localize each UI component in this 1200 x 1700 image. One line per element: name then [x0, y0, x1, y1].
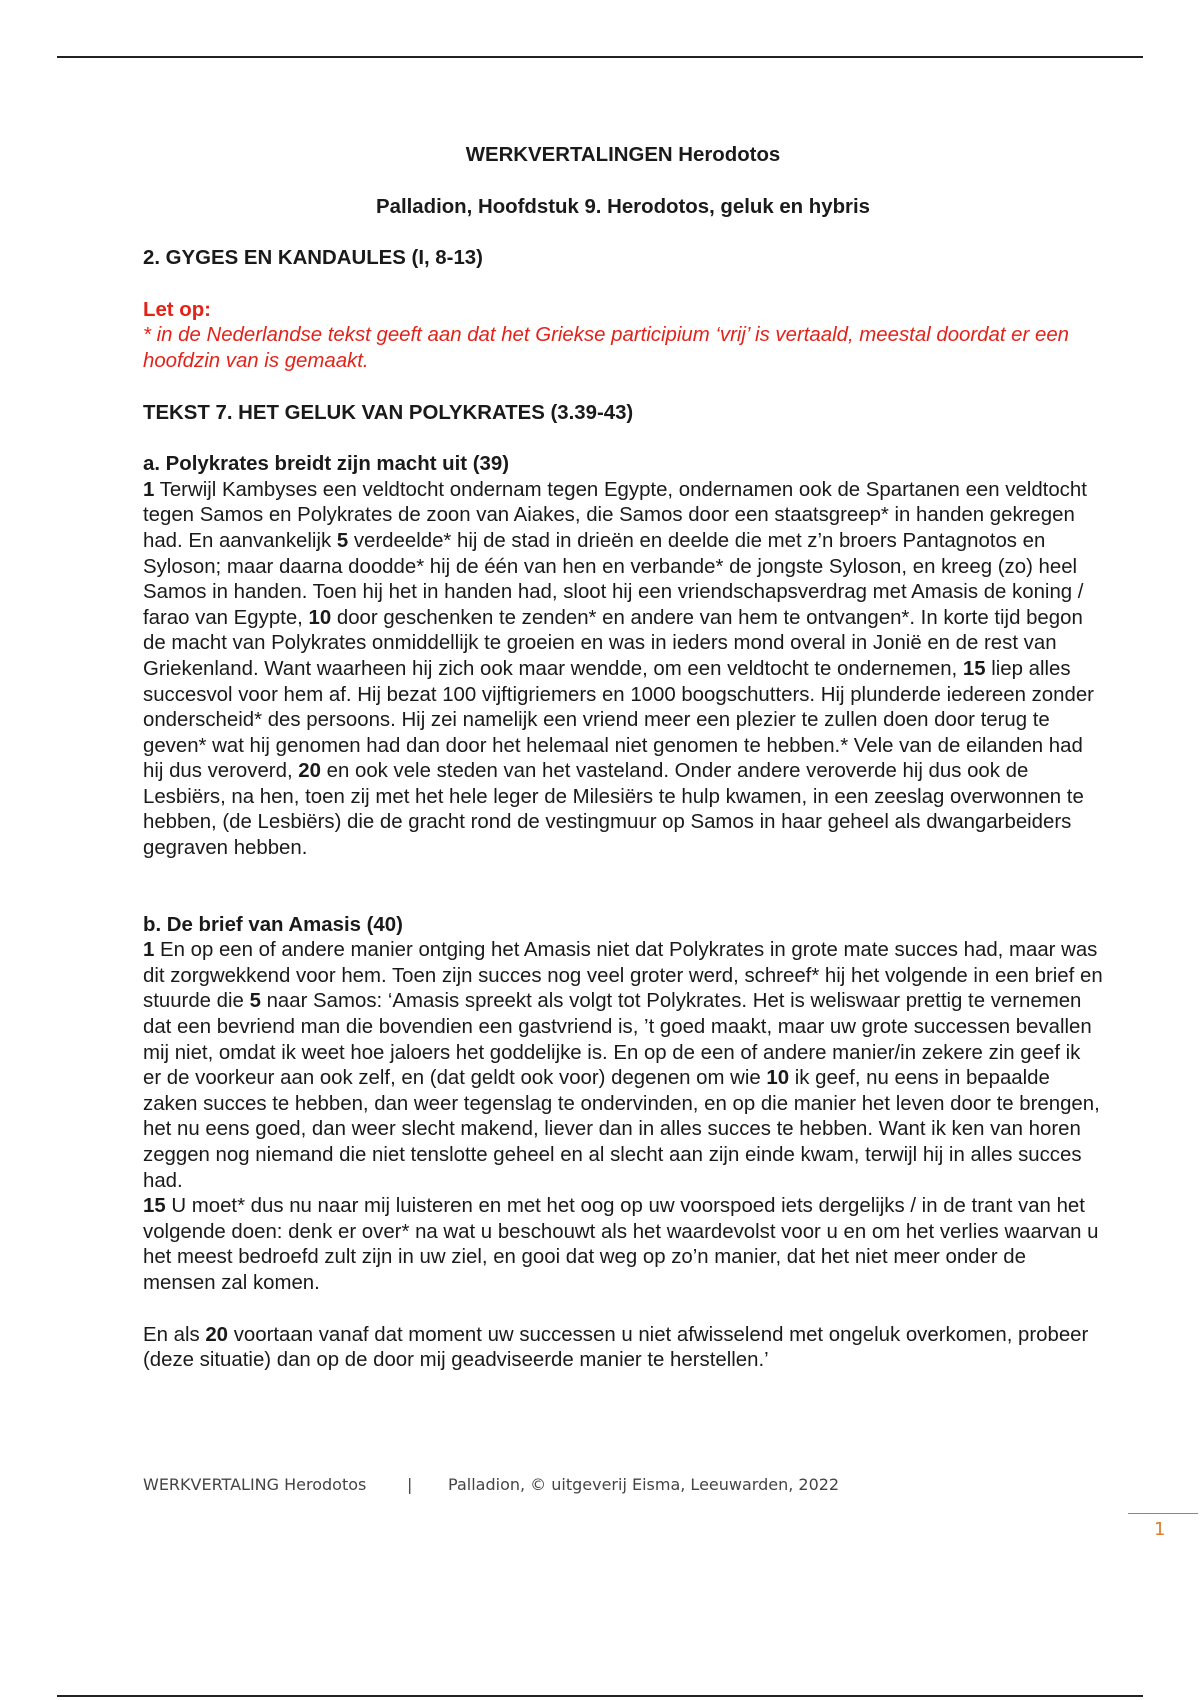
note-text: * in de Nederlandse tekst geeft aan dat het Griekse participium ‘vrij’ is vertaald, meestal doordat er een hoofdzin van is gemaakt. [143, 324, 1070, 372]
chapter-heading: 2. GYGES EN KANDAULES (I, 8-13) [143, 247, 483, 270]
page-content [143, 143, 1103, 1374]
document-subtitle: Palladion, Hoofdstuk 9. Herodotos, geluk en hybris [376, 195, 870, 218]
section-a [143, 452, 1103, 862]
text-segment: door geschenken te zenden* en andere van hem te ontvangen*. In korte tijd begon de macht van Polykrates onmiddellijk te groeien en was in ieders mond overal in Jonië en de rest van Griekenland. Want waarheen hij zich ook maar wendde, om een veldtocht te ondernemen, [143, 606, 1083, 680]
page-footer [143, 1475, 839, 1494]
line-number: 10 [766, 1067, 790, 1090]
page-number-rule [1128, 1513, 1198, 1514]
section-a-paragraph [143, 478, 1103, 862]
line-number: 15 [143, 1195, 166, 1218]
line-number: 5 [336, 529, 349, 552]
text-segment: liep alles succesvol voor hem af. Hij bezat 100 vijftigriemers en 1000 boogschutters. Hij plunderde iedereen zonder onderscheid* des persoons. Hij zei namelijk een vriend meer een plezier te zullen doen door terug te geven* wat hij genomen had dan door het helemaal niet genomen te hebben.* Vele van de eilanden had hij dus veroverd, [143, 657, 1094, 783]
top-rule [57, 56, 1143, 58]
text-segment: naar Samos: ‘Amasis spreekt als volgt tot Polykrates. Het is weliswaar prettig te vernemen dat een bevriend man die bovendien een gastvriend is, ’t goed maakt, maar uw grote successen bevallen mij niet, omdat ik weet hoe jaloers het goddelijke is. En op de een of andere manier/in zekere zin geef ik er de voorkeur aan ook zelf, en (dat geldt ook voor) degenen om wie [143, 990, 1092, 1090]
text-segment: verdeelde* hij de stad in drieën en deelde die met z’n broers Pantagnotos en Syloson; maar daarna doodde* hij de één van hen en verbande* de jongste Syloson, en kreeg (zo) heel Samos in handen. Toen hij het in handen had, sloot hij een vriendschapsverdrag met Amasis de koning / farao van Egypte, [143, 529, 1084, 629]
section-b-title: b. De brief van Amasis (40) [143, 913, 403, 936]
line-number: 1 [143, 939, 155, 962]
page-number: 1 [1154, 1519, 1166, 1540]
footer-separator: | [407, 1475, 413, 1494]
line-number: 10 [308, 606, 332, 629]
line-number: 5 [249, 990, 261, 1013]
bottom-rule [57, 1695, 1143, 1697]
line-number: 20 [298, 760, 321, 783]
text-segment: En als [143, 1323, 206, 1346]
text-segment: voortaan vanaf dat moment uw successen u niet afwisselend met ongeluk overkomen, probeer (deze situatie) dan op de door mij geadviseerde manier te herstellen.’ [143, 1323, 1089, 1372]
section-a-title: a. Polykrates breidt zijn macht uit (39) [143, 453, 509, 476]
text-segment: en ook vele steden van het vasteland. Onder andere veroverde hij dus ook de Lesbiërs, na hen, toen zij met het hele leger de Milesiërs te hulp kwamen, in een zeeslag overwonnen te hebben, (de Lesbiërs) die de gracht rond de vestingmuur op Samos in haar geheel als dwangarbeiders gegraven hebben. [143, 760, 1084, 860]
text-segment: ik geef, nu eens in bepaalde zaken succes te hebben, dan weer tegenslag te ondervinden, en op die manier het leven door te brengen, het nu eens goed, dan weer slecht makend, liever dan in alles succes te hebben. Want ik ken van horen zeggen nog niemand die niet tenslotte geheel en al slecht aan zijn einde kwam, terwijl hij in alles succes had. [143, 1067, 1100, 1192]
paragraph-gap [143, 1297, 1103, 1323]
note-label: Let op: [143, 298, 211, 321]
text-heading: TEKST 7. HET GELUK VAN POLYKRATES (3.39-43) [143, 401, 634, 424]
text-segment: Terwijl Kambyses een veldtocht ondernam tegen Egypte, ondernamen ook de Spartanen een veldtocht tegen Samos en Polykrates de zoon van Aiakes, die Samos door een staatsgreep* in handen gekregen had. En aanvankelijk [143, 478, 1087, 552]
line-number: 1 [143, 478, 155, 501]
footer-right: Palladion, © uitgeverij Eisma, Leeuwarden, 2022 [448, 1475, 840, 1494]
text-segment: En op een of andere manier ontging het Amasis niet dat Polykrates in grote mate succes had, maar was dit zorgwekkend voor hem. Toen zijn succes nog veel groter werd, schreef* hij het volgende in een brief en stuurde die [143, 939, 1103, 1013]
line-number: 15 [962, 657, 986, 680]
text-segment: U moet* dus nu naar mij luisteren en met het oog op uw voorspoed iets dergelijks / in de trant van het volgende doen: denk er over* na wat u beschouwt als het waardevolst voor u en om het verlies waarvan u het meest bedroefd zult zijn in uw ziel, en gooi dat weg op zo’n manier, dat het niet meer onder de mensen zal komen. [143, 1195, 1099, 1294]
section-b-paragraph [143, 938, 1103, 1296]
section-b [143, 913, 1103, 1374]
footer-left: WERKVERTALING Herodotos [143, 1475, 367, 1494]
section-b-closing-paragraph [143, 1323, 1103, 1374]
line-number: 20 [205, 1323, 229, 1346]
document-title: WERKVERTALINGEN Herodotos [465, 144, 781, 166]
